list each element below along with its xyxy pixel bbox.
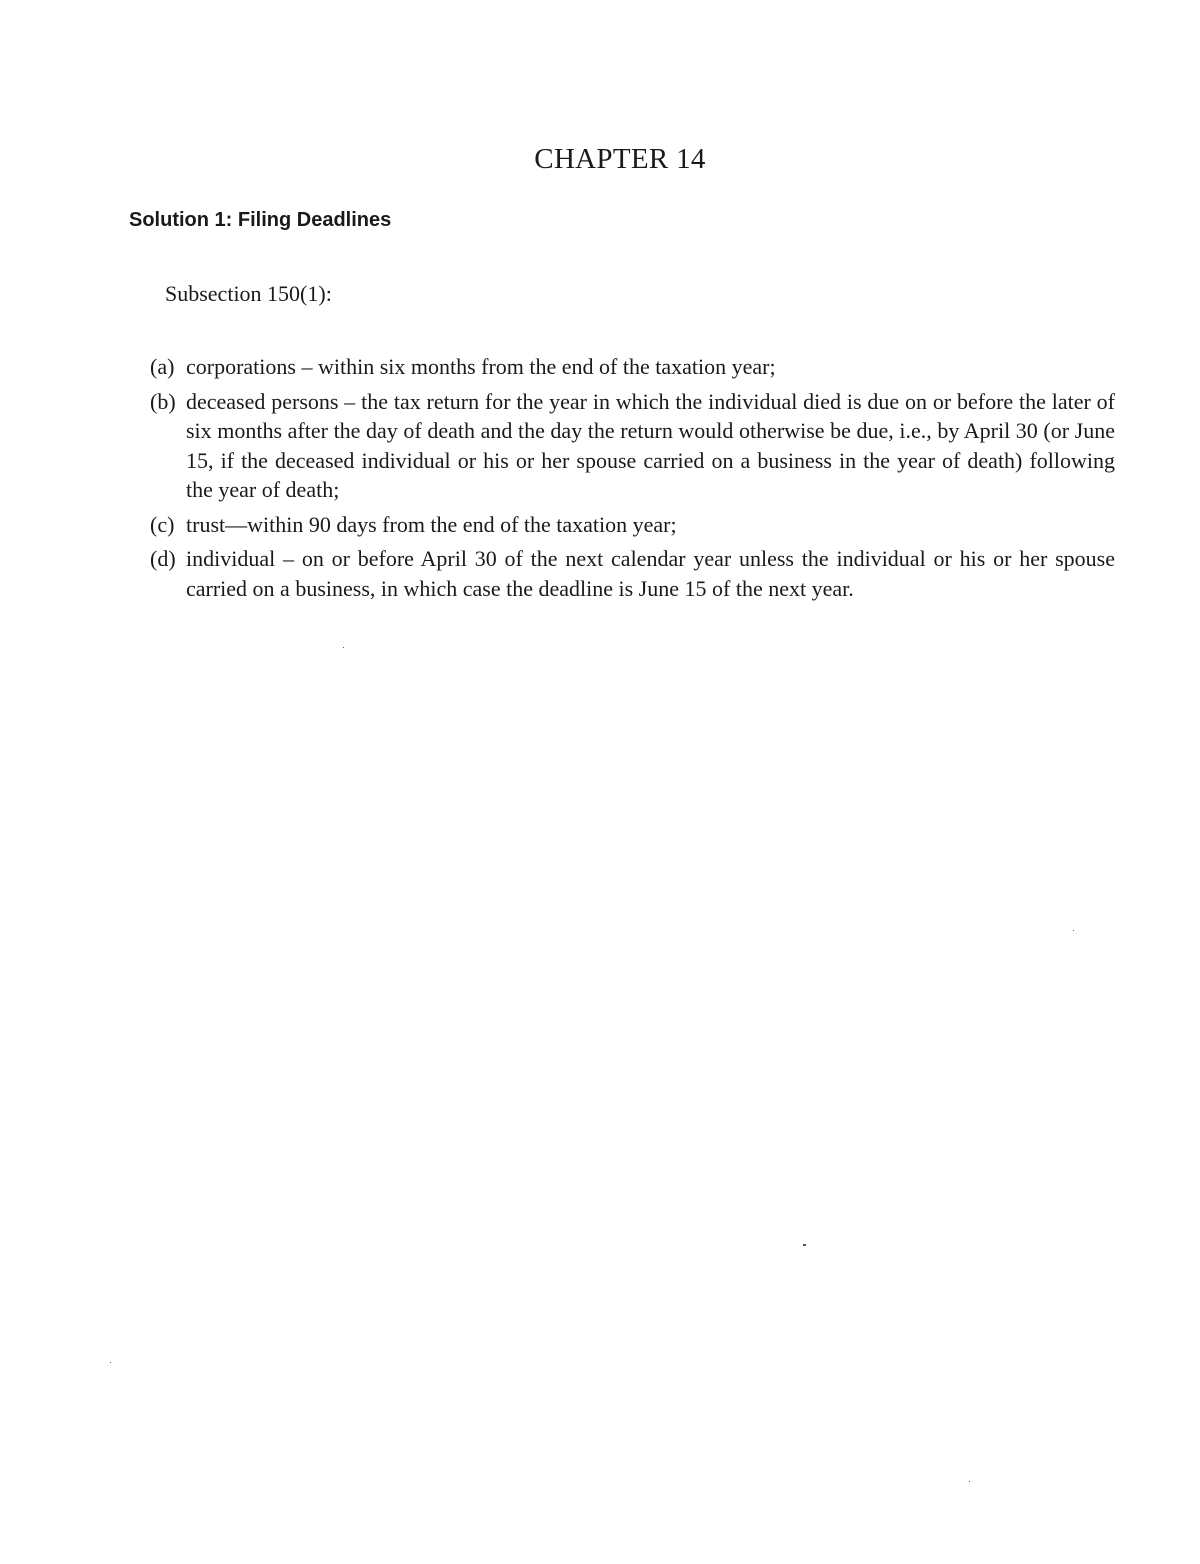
- scan-speck: [110, 1362, 111, 1363]
- scan-speck: [1073, 930, 1074, 931]
- list-item-text: corporations – within six months from the end of the taxation year;: [186, 354, 776, 379]
- list-item-individual: [150, 544, 1115, 603]
- list-item-text: deceased persons – the tax return for the year in which the individual died is due on or before the later of six months after the day of death and the day the return would otherwise be due, i.e., by April 30 (or June 15, if the deceased individual or his or her spouse carried on a business in the year of death) following the year of death;: [186, 388, 1115, 502]
- list-item-text: trust—within 90 days from the end of the taxation year;: [186, 511, 677, 537]
- scan-speck: [803, 1244, 806, 1246]
- list-item-trust: [150, 510, 1115, 540]
- subsection-label: Subsection 150(1):: [165, 281, 332, 306]
- scan-speck: [969, 1481, 970, 1482]
- list-marker: (c): [150, 511, 175, 537]
- scan-speck: [343, 647, 344, 648]
- list-marker: (b): [150, 388, 176, 414]
- deadline-list: [150, 352, 1115, 608]
- section-heading: Solution 1: Filing Deadlines: [129, 209, 392, 231]
- list-marker: (a): [150, 354, 175, 379]
- list-marker: (d): [150, 546, 176, 571]
- list-item-text: individual – on or before April 30 of the next calendar year unless the individual or his or her spouse carried on a business, in which case the deadline is June 15 of the next year.: [186, 546, 1115, 601]
- list-item-corporations: [150, 352, 1115, 382]
- list-item-deceased-persons: [150, 387, 1115, 505]
- chapter-title: CHAPTER 14: [534, 143, 706, 175]
